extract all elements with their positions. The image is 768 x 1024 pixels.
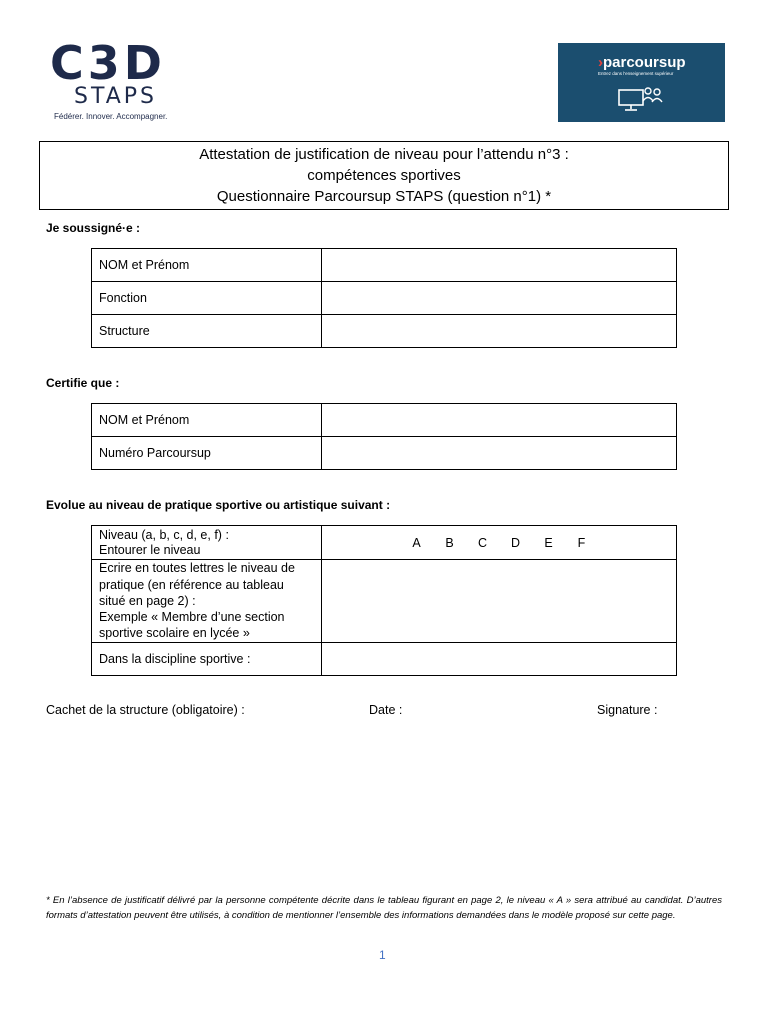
level-choices (322, 526, 677, 560)
c3d-logo-mark: C3D (50, 36, 166, 90)
level-option-b[interactable]: B (445, 535, 454, 550)
table-row (92, 249, 677, 282)
signer-info-table (91, 248, 677, 348)
table-row (92, 526, 677, 560)
level-option-f[interactable]: F (577, 535, 586, 550)
discipline-label: Dans la discipline sportive : (92, 643, 322, 676)
level-label: Niveau (a, b, c, d, e, f) : Entourer le niveau (92, 526, 322, 560)
footnote: * En l’absence de justificatif délivré par la personne compétente décrite dans le tableau figurant en page 2, le niveau « A » sera attribué au candidat. D’autres formats d’attestation peuvent être utilisés, à condition de mentionner l’ensemble des informations demandées dans le modèle proposé sur cette page. (46, 895, 722, 921)
page-number: 1 (379, 948, 386, 962)
section-label-soussigne: Je soussigné·e : (46, 221, 141, 235)
level-option-c[interactable]: C (477, 535, 488, 550)
table-row (92, 282, 677, 315)
field-label: Numéro Parcoursup (92, 437, 322, 470)
table-row (92, 315, 677, 348)
field-label: Fonction (92, 282, 322, 315)
title-line-3: Questionnaire Parcoursup STAPS (question n°1) * (216, 188, 552, 205)
table-row (92, 643, 677, 676)
level-option-a[interactable]: A (412, 535, 421, 550)
table-row (92, 437, 677, 470)
parcoursup-logo (558, 43, 725, 122)
table-row (92, 404, 677, 437)
c3d-staps-logo (50, 36, 200, 126)
signature-label: Signature : (597, 703, 658, 717)
parcoursup-logo-subtitle: Entrez dans l'enseignement supérieur (598, 71, 674, 76)
signer-function-field[interactable] (322, 282, 677, 315)
title-line-1: Attestation de justification de niveau pour l’attendu n°3 : (199, 146, 569, 163)
c3d-tagline: Fédérer. Innover. Accompagner. (54, 112, 168, 121)
stamp-label: Cachet de la structure (obligatoire) : (46, 703, 245, 717)
signer-name-field[interactable] (322, 249, 677, 282)
candidate-name-field[interactable] (322, 404, 677, 437)
computer-users-icon (618, 85, 666, 113)
field-label: NOM et Prénom (92, 249, 322, 282)
level-option-d[interactable]: D (510, 535, 521, 550)
parcoursup-number-field[interactable] (322, 437, 677, 470)
parcoursup-logo-name: ›parcoursup (598, 54, 686, 71)
section-label-niveau: Evolue au niveau de pratique sportive ou artistique suivant : (46, 498, 391, 512)
title-line-2: compétences sportives (307, 167, 461, 184)
date-label: Date : (369, 703, 403, 717)
signer-structure-field[interactable] (322, 315, 677, 348)
level-option-e[interactable]: E (544, 535, 553, 550)
level-table (91, 525, 677, 676)
candidate-info-table (91, 403, 677, 470)
level-description-label: Ecrire en toutes lettres le niveau de pratique (en référence au tableau situé en page 2) : Exemple « Membre d’une section sportive scolaire en lycée » (92, 560, 322, 643)
field-label: NOM et Prénom (92, 404, 322, 437)
section-label-certifie: Certifie que : (46, 376, 120, 390)
level-description-field[interactable] (322, 560, 677, 643)
discipline-field[interactable] (322, 643, 677, 676)
document-title-box (39, 141, 729, 210)
field-label: Structure (92, 315, 322, 348)
table-row (92, 560, 677, 643)
staps-logo-text: STAPS (74, 84, 157, 109)
